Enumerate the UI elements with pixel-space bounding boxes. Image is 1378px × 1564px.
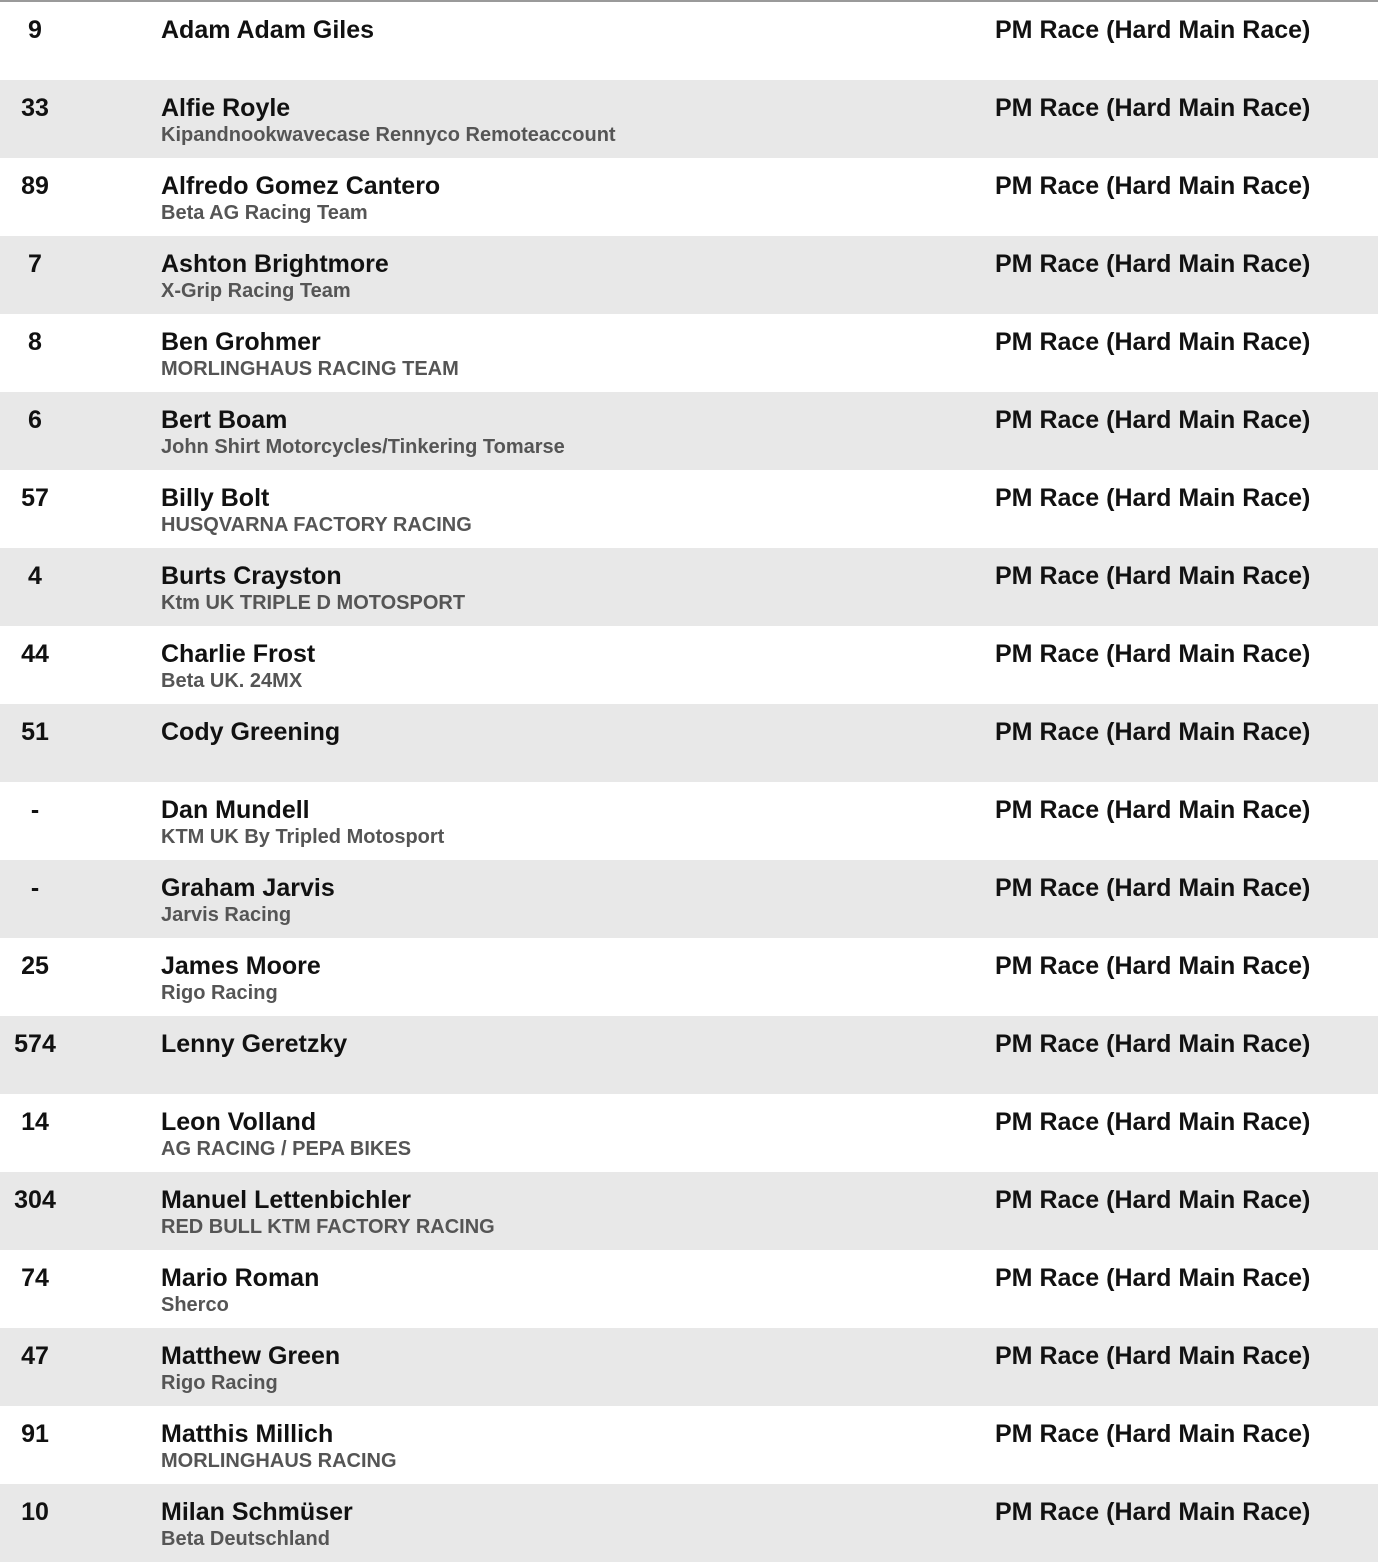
rider-team: Beta AG Racing Team	[161, 202, 368, 224]
rider-name: Lenny Geretzky	[161, 1030, 348, 1058]
race-class: PM Race (Hard Main Race)	[995, 562, 1311, 590]
table-row	[0, 1406, 1378, 1484]
race-class: PM Race (Hard Main Race)	[995, 250, 1311, 278]
rider-name: Burts Crayston	[161, 562, 342, 590]
rider-number: 57	[21, 484, 49, 512]
rider-cell	[161, 249, 389, 303]
rider-cell	[161, 171, 440, 225]
rider-team: Ktm UK TRIPLE D MOTOSPORT	[161, 592, 466, 614]
table-row	[0, 1250, 1378, 1328]
rider-cell	[161, 951, 321, 1005]
rider-name: James Moore	[161, 952, 321, 980]
rider-name: Matthis Millich	[161, 1420, 334, 1448]
rider-cell	[161, 483, 472, 537]
rider-cell	[161, 1341, 340, 1395]
rider-team: Rigo Racing	[161, 1372, 278, 1394]
race-class: PM Race (Hard Main Race)	[995, 94, 1311, 122]
rider-number: 89	[21, 172, 49, 200]
rider-name: Dan Mundell	[161, 796, 310, 824]
rider-name: Alfredo Gomez Cantero	[161, 172, 441, 200]
rider-name: Bert Boam	[161, 406, 288, 434]
rider-number: 51	[21, 718, 49, 746]
table-row	[0, 1016, 1378, 1094]
race-class: PM Race (Hard Main Race)	[995, 1186, 1311, 1214]
rider-cell	[161, 327, 459, 381]
rider-number: 9	[28, 16, 42, 44]
rider-name: Adam Adam Giles	[161, 16, 375, 44]
rider-number: -	[30, 874, 40, 902]
rider-cell	[161, 1107, 411, 1161]
rider-name: Manuel Lettenbichler	[161, 1186, 412, 1214]
table-row	[0, 1094, 1378, 1172]
rider-cell	[161, 639, 315, 693]
rider-number: 304	[14, 1186, 56, 1214]
rider-team: HUSQVARNA FACTORY RACING	[161, 514, 472, 536]
rider-number: 91	[21, 1420, 49, 1448]
table-row	[0, 2, 1378, 80]
rider-name: Charlie Frost	[161, 640, 316, 668]
rider-cell	[161, 1185, 495, 1239]
rider-cell	[161, 93, 616, 147]
table-row	[0, 626, 1378, 704]
rider-team: Beta Deutschland	[161, 1528, 330, 1550]
rider-name: Graham Jarvis	[161, 874, 335, 902]
table-row	[0, 470, 1378, 548]
race-class: PM Race (Hard Main Race)	[995, 406, 1311, 434]
table-row	[0, 314, 1378, 392]
table-row	[0, 860, 1378, 938]
rider-team: Kipandnookwavecase Rennyco Remoteaccount	[161, 124, 616, 146]
rider-name: Ben Grohmer	[161, 328, 321, 356]
race-class: PM Race (Hard Main Race)	[995, 874, 1311, 902]
rider-name: Cody Greening	[161, 718, 341, 746]
table-row	[0, 782, 1378, 860]
rider-cell	[161, 15, 374, 45]
rider-cell	[161, 1029, 347, 1059]
rider-team: RED BULL KTM FACTORY RACING	[161, 1216, 495, 1238]
rider-name: Billy Bolt	[161, 484, 270, 512]
rider-number: 4	[28, 562, 42, 590]
race-class: PM Race (Hard Main Race)	[995, 1498, 1311, 1526]
rider-number: -	[30, 796, 40, 824]
table-row	[0, 1328, 1378, 1406]
table-row	[0, 1484, 1378, 1562]
race-class: PM Race (Hard Main Race)	[995, 640, 1311, 668]
race-class: PM Race (Hard Main Race)	[995, 1342, 1311, 1370]
race-class: PM Race (Hard Main Race)	[995, 718, 1311, 746]
race-class: PM Race (Hard Main Race)	[995, 172, 1311, 200]
rider-team: MORLINGHAUS RACING	[161, 1450, 397, 1472]
table-row	[0, 1172, 1378, 1250]
rider-name: Alfie Royle	[161, 94, 291, 122]
rider-number: 25	[21, 952, 49, 980]
race-class: PM Race (Hard Main Race)	[995, 796, 1311, 824]
race-class: PM Race (Hard Main Race)	[995, 952, 1311, 980]
rider-cell	[161, 1419, 397, 1473]
rider-cell	[161, 561, 465, 615]
rider-number: 574	[14, 1030, 56, 1058]
rider-cell	[161, 717, 340, 747]
race-class: PM Race (Hard Main Race)	[995, 1420, 1311, 1448]
rider-number: 44	[21, 640, 49, 668]
rider-name: Milan Schmüser	[161, 1498, 353, 1526]
rider-team: MORLINGHAUS RACING TEAM	[161, 358, 459, 380]
rider-cell	[161, 1497, 353, 1551]
table-row	[0, 236, 1378, 314]
rider-team: Sherco	[161, 1294, 229, 1316]
table-row	[0, 938, 1378, 1016]
rider-team: Beta UK. 24MX	[161, 670, 303, 692]
rider-team: KTM UK By Tripled Motosport	[161, 826, 445, 848]
table-row	[0, 548, 1378, 626]
race-class: PM Race (Hard Main Race)	[995, 328, 1311, 356]
rider-name: Leon Volland	[161, 1108, 317, 1136]
rider-number: 14	[21, 1108, 49, 1136]
rider-cell	[161, 873, 335, 927]
rider-cell	[161, 1263, 319, 1317]
rider-team: Jarvis Racing	[161, 904, 292, 926]
rider-cell	[161, 795, 444, 849]
rider-cell	[161, 405, 565, 459]
table-row	[0, 80, 1378, 158]
rider-team: Rigo Racing	[161, 982, 278, 1004]
rider-name: Ashton Brightmore	[161, 250, 389, 278]
rider-team: John Shirt Motorcycles/Tinkering Tomarse	[161, 436, 565, 458]
race-class: PM Race (Hard Main Race)	[995, 16, 1311, 44]
rider-number: 7	[28, 250, 42, 278]
table-row	[0, 158, 1378, 236]
race-class: PM Race (Hard Main Race)	[995, 1108, 1311, 1136]
rider-team: AG RACING / PEPA BIKES	[161, 1138, 412, 1160]
race-class: PM Race (Hard Main Race)	[995, 1030, 1311, 1058]
rider-number: 8	[28, 328, 42, 356]
rider-team: X-Grip Racing Team	[161, 280, 351, 302]
rider-name: Matthew Green	[161, 1342, 341, 1370]
race-class: PM Race (Hard Main Race)	[995, 1264, 1311, 1292]
rider-name: Mario Roman	[161, 1264, 320, 1292]
rider-number: 74	[21, 1264, 49, 1292]
rider-number: 33	[21, 94, 49, 122]
table-row	[0, 704, 1378, 782]
rider-number: 10	[21, 1498, 49, 1526]
table-row	[0, 392, 1378, 470]
rider-number: 6	[28, 406, 42, 434]
rider-number: 47	[21, 1342, 49, 1370]
race-class: PM Race (Hard Main Race)	[995, 484, 1311, 512]
